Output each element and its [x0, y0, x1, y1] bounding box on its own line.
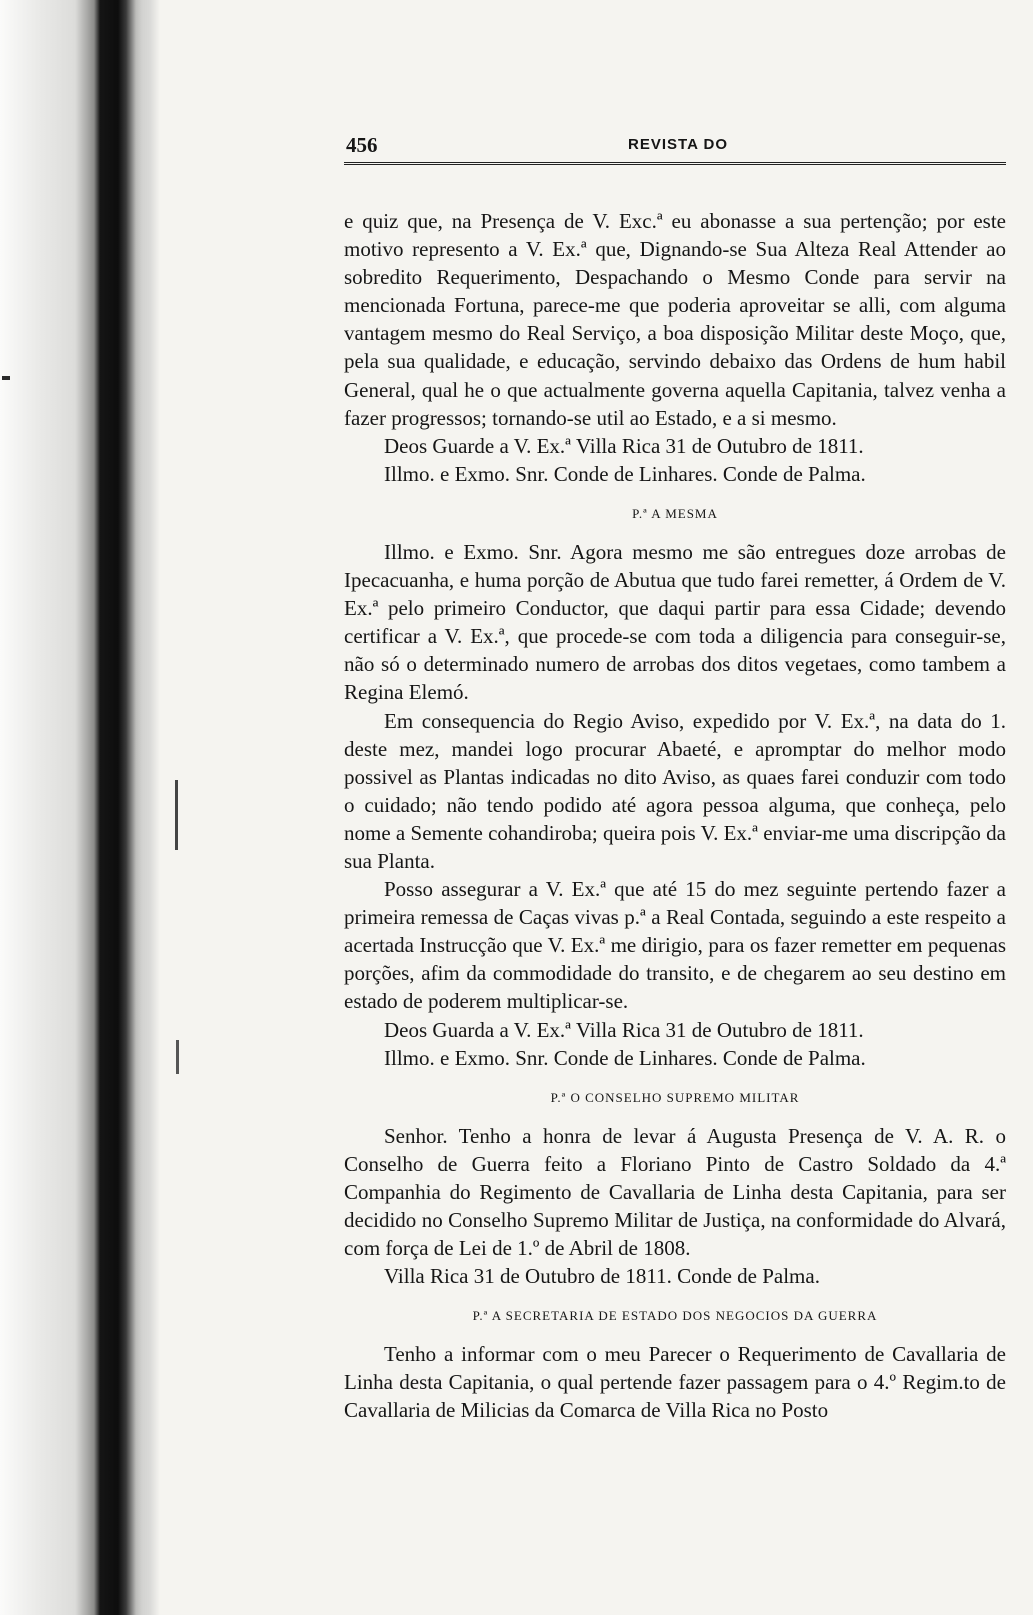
scan-speck [2, 376, 10, 380]
page-header [344, 128, 1006, 165]
addressee-line: Illmo. e Exmo. Snr. Conde de Linhares. Conde de Palma. [384, 461, 866, 486]
body-paragraph: Posso assegurar a V. Ex.ª que até 15 do mez seguinte pertendo fazer a primeira remessa de Caças vivas p.ª a Real Contada, seguindo a este respeito a acertada Instrucção que V. Ex.ª me dirigio, para os fazer remetter em pequenas porções, afim da commodidade do transito, e de chegarem ao seu destino em estado de poderem multiplicar-se. [344, 877, 1006, 1014]
letter-heading: P.ª A MESMA [632, 505, 718, 521]
scan-speck [175, 780, 178, 850]
letter-heading: P.ª A SECRETARIA DE ESTADO DOS NEGOCIOS DA GUERRA [472, 1308, 878, 1324]
body-paragraph: Illmo. e Exmo. Snr. Agora mesmo me são entregues doze arrobas de Ipecacuanha, e huma porção de Abutua que tudo farei remetter, á Ordem de V. Ex.ª pelo primeiro Conductor, que daqui partir para essa Cidade; devendo certificar a V. Ex.ª, que procede-se com toda a diligencia para conseguir-se, não só o determinado numero de arrobas dos ditos vegetaes, como tambem a Regina Elemó. [344, 539, 1006, 705]
letter-conselho-supremo-militar [344, 1090, 1006, 1291]
closing-line: Villa Rica 31 de Outubro de 1811. Conde de Palma. [384, 1264, 820, 1289]
book-gutter [0, 0, 160, 1615]
book-page [344, 128, 1006, 1425]
page-number: 456 [346, 133, 378, 157]
closing-line: Deos Guarda a V. Ex.ª Villa Rica 31 de Outubro de 1811. [384, 1017, 864, 1042]
scan-speck [176, 1040, 179, 1074]
letter-a-mesma [344, 506, 1006, 1072]
body-paragraph: Tenho a informar com o meu Parecer o Requerimento de Cavallaria de Linha desta Capitania, o qual pertende fazer passagem para o 4.º Regim.to de Cavallaria de Milicias da Comarca de Villa Rica no Posto [344, 1342, 1006, 1423]
body-paragraph: e quiz que, na Presença de V. Exc.ª eu abonasse a sua pertenção; por este motivo represento a V. Ex.ª que, Dignando-se Sua Alteza Real Attender ao sobredito Requerimento, Despachando o Mesmo Conde para servir na mencionada Fortuna, parece-me que poderia aproveitar se alli, com alguma vantagem mesmo do Real Serviço, a boa disposição Militar deste Moço, que, pela sua qualidade, e educação, servindo debaixo das Ordens de hum habil General, qual he o que actualmente governa aquella Capitania, talvez venha a fazer progressos; tornando-se util ao Estado, e a si mesmo. [344, 209, 1006, 430]
letter-continuation [344, 207, 1006, 488]
letter-secretaria-guerra [344, 1308, 1006, 1424]
addressee-line: Illmo. e Exmo. Snr. Conde de Linhares. Conde de Palma. [384, 1045, 866, 1070]
running-head: REVISTA DO [628, 136, 729, 153]
body-paragraph: Senhor. Tenho a honra de levar á Augusta Presença de V. A. R. o Conselho de Guerra feito a Floriano Pinto de Castro Soldado da 4.ª Companhia do Regimento de Cavallaria de Linha desta Capitania, para ser decidido no Conselho Supremo Militar de Justiça, na conformidade do Alvará, com força de Lei de 1.º de Abril de 1808. [344, 1123, 1006, 1261]
closing-line: Deos Guarde a V. Ex.ª Villa Rica 31 de Outubro de 1811. [384, 433, 864, 458]
body-paragraph: Em consequencia do Regio Aviso, expedido por V. Ex.ª, na data do 1. deste mez, mandei logo procurar Abaeté, e apromptar do melhor modo possivel as Plantas indicadas no dito Aviso, as quaes farei conduzir com todo o cuidado; não tendo podido até agora pessoa alguma, que conheça, pelo nome a Semente cohandiroba; queira pois V. Ex.ª enviar-me uma discripção da sua Planta. [344, 708, 1006, 873]
letter-heading: P.ª O CONSELHO SUPREMO MILITAR [550, 1089, 800, 1105]
